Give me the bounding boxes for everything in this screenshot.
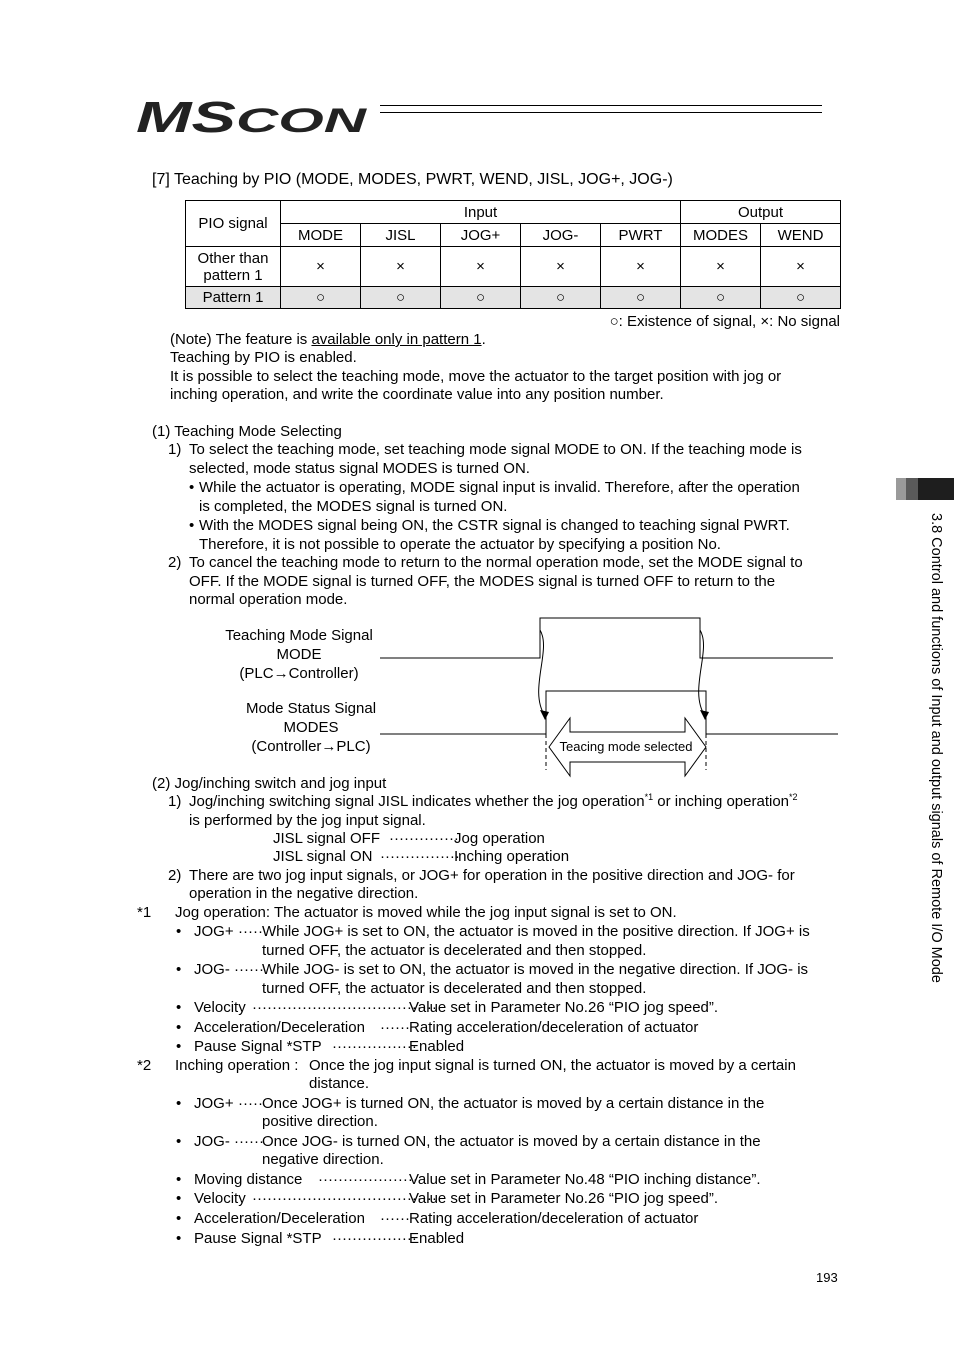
leader-dots: ················· [332,1038,417,1055]
bullet: • [176,923,182,940]
s1-heading: (1) Teaching Mode Selecting [152,423,342,440]
footnote1-text: Jog operation: The actuator is moved while the jog input signal is set to ON. [175,904,677,921]
s1-bullet1-line2: is completed, the MODES signal is turned ON. [199,498,508,515]
fn2-velocity-value: Value set in Parameter No.26 “PIO jog speed”. [409,1190,719,1207]
leader-dots: ······ [234,961,264,978]
fn2-jogminus-label: JOG- [194,1133,230,1150]
table-cell: ○ [361,287,441,309]
table-cell: ○ [681,287,761,309]
s1-item2-line2: OFF. If the MODE signal is turned OFF, the MODES signal is turned OFF to return to the [189,573,776,590]
fn2-velocity-label: Velocity [194,1190,246,1207]
s1-item2-number: 2) [168,554,182,571]
bullet: • [189,479,195,496]
s1-item2-line3: normal operation mode. [189,591,348,608]
s2-item2-number: 2) [168,867,182,884]
table-cell: × [761,247,841,287]
teaching-mode-arrow-label: Teacing mode selected [559,739,693,754]
table-cell: × [601,247,681,287]
note-line-4: inching operation, and write the coordinate value into any position number. [170,386,664,403]
fn1-jogminus-line2: turned OFF, the actuator is decelerated and then stopped. [262,980,647,997]
leader-dots: ······ [380,1019,410,1036]
fn1-pause-value: Enabled [409,1038,465,1055]
table-header-cell: MODE [281,224,361,247]
leader-dots: ······································ [252,1190,442,1207]
row-label: Other than pattern 1 [186,247,281,287]
table-group-output: Output [681,201,841,224]
table-cell: × [521,247,601,287]
table-cell: × [441,247,521,287]
side-tab-text: 3.8 Control and functions of Input and output signals of Remote I/O Mode [928,513,944,983]
side-tab-light [896,478,906,500]
leader-dots: ·············· [389,830,459,847]
side-tab-dark [918,478,954,500]
s2-item1-number: 1) [168,793,182,810]
fn1-accel-value: Rating acceleration/deceleration of actuator [409,1019,699,1036]
fn2-jogplus-label: JOG+ [194,1095,234,1112]
table-cell: ○ [521,287,601,309]
fn1-jogminus-line1: While JOG- is set to ON, the actuator is moved in the negative direction. If JOG- is [262,961,809,978]
s1-item1-line2: selected, mode status signal MODES is turned ON. [189,460,530,477]
modes-signal-label: Mode Status Signal MODES (Controller→PLC) [245,700,377,755]
fn2-pause-label: Pause Signal *STP [194,1230,322,1247]
s1-bullet2-line2: Therefore, it is not possible to operate the actuator by specifying a position No. [199,536,721,553]
arrowhead [540,710,549,720]
jisl-off-label: JISL signal OFF [273,830,380,847]
bullet: • [176,1019,182,1036]
footnote2-line2: distance. [309,1075,370,1092]
row-label: Pattern 1 [186,287,281,309]
fn1-jogplus-label: JOG+ [194,923,234,940]
arrowhead [700,710,709,720]
note-line-1: (Note) The feature is available only in pattern 1. [170,331,486,348]
s2-item2-line1: There are two jog input signals, or JOG+ for operation in the positive direction and JOG- for [189,867,795,884]
bullet: • [176,1038,182,1055]
footnote2-line1: Once the jog input signal is turned ON, the actuator is moved by a certain [309,1057,796,1074]
leader-dots: ······ [234,1133,264,1150]
bullet: • [176,999,182,1016]
s1-item1-number: 1) [168,441,182,458]
fn1-pause-label: Pause Signal *STP [194,1038,322,1055]
footnote2-label: Inching operation : [175,1057,299,1074]
table-header-cell: WEND [761,224,841,247]
table-header-cell: JISL [361,224,441,247]
mode-signal-waveform [380,618,833,658]
table-legend: ○: Existence of signal, ×: No signal [609,313,840,330]
fn1-jogplus-line2: turned OFF, the actuator is decelerated and then stopped. [262,942,647,959]
s2-item1-line2: is performed by the jog input signal. [189,812,426,829]
fn2-distance-value: Value set in Parameter No.48 “PIO inching distance”. [409,1171,761,1188]
table-header-cell: JOG+ [441,224,521,247]
s1-bullet2-line1: With the MODES signal being ON, the CSTR signal is changed to teaching signal PWRT. [199,517,790,534]
table-cell: × [361,247,441,287]
table-cell: ○ [761,287,841,309]
fn1-accel-label: Acceleration/Deceleration [194,1019,365,1036]
fn2-distance-label: Moving distance [194,1171,303,1188]
table-header-cell: JOG- [521,224,601,247]
bullet: • [189,517,195,534]
bullet: • [176,1171,182,1188]
fn2-jogplus-line1: Once JOG+ is turned ON, the actuator is moved by a certain distance in the [262,1095,765,1112]
leader-dots: ················· [332,1230,417,1247]
fn2-accel-value: Rating acceleration/deceleration of actuator [409,1210,699,1227]
s1-item2-line1: To cancel the teaching mode to return to the normal operation mode, set the MODE signal to [189,554,803,571]
table-cell: ○ [281,287,361,309]
jisl-off-value: Jog operation [454,830,545,847]
s1-bullet1-line1: While the actuator is operating, MODE signal input is invalid. Therefore, after the operation [199,479,800,496]
fn2-pause-value: Enabled [409,1230,465,1247]
leader-dots: ···················· [318,1171,418,1188]
leader-dots: ······ [380,1210,410,1227]
fn1-jogplus-line1: While JOG+ is set to ON, the actuator is moved in the positive direction. If JOG+ is [262,923,810,940]
bullet: • [176,1230,182,1247]
fn1-velocity-label: Velocity [194,999,246,1016]
page-number: 193 [816,1270,838,1285]
leader-dots: ······································ [252,999,442,1016]
bullet: • [176,961,182,978]
bullet: • [176,1095,182,1112]
table-header-cell: PWRT [601,224,681,247]
section-title: [7] Teaching by PIO (MODE, MODES, PWRT, WEND, JISL, JOG+, JOG-) [152,171,673,188]
s2-item1-line1: Jog/inching switching signal JISL indicates whether the jog operation$^{*1}$ or inching operation$^{*2}$ [189,792,798,810]
leader-dots: ····· [238,923,263,940]
note-line-3: It is possible to select the teaching mode, move the actuator to the target position with jog or [170,368,782,385]
svg-text:CON: CON [236,102,369,136]
jisl-on-value: Inching operation [454,848,570,865]
svg-text:MS: MS [136,93,236,136]
table-cell: × [681,247,761,287]
s2-heading: (2) Jog/inching switch and jog input [152,775,387,792]
note-line-2: Teaching by PIO is enabled. [170,349,357,366]
bullet: • [176,1190,182,1207]
side-tab-mid [906,478,918,500]
table-cell: ○ [601,287,681,309]
fn1-jogminus-label: JOG- [194,961,230,978]
leader-dots: ················ [380,848,460,865]
modes-signal-waveform [380,691,838,734]
table-corner-cell: PIO signal [186,201,281,247]
leader-dots: ····· [238,1095,263,1112]
bullet: • [176,1133,182,1150]
footnote2-mark: *2 [137,1057,152,1074]
table-cell: × [281,247,361,287]
fn1-velocity-value: Value set in Parameter No.26 “PIO jog speed”. [409,999,719,1016]
s1-item1-line1: To select the teaching mode, set teaching mode signal MODE to ON. If the teaching mode is [189,441,802,458]
fn2-jogplus-line2: positive direction. [262,1113,378,1130]
bullet: • [176,1210,182,1227]
fn2-jogminus-line1: Once JOG- is turned ON, the actuator is moved by a certain distance in the [262,1133,761,1150]
s2-item2-line2: operation in the negative direction. [189,885,419,902]
table-group-input: Input [281,201,681,224]
table-cell: ○ [441,287,521,309]
footnote1-mark: *1 [137,904,152,921]
mode-signal-label: Teaching Mode Signal MODE (PLC→Controller) [225,627,373,682]
table-header-cell: MODES [681,224,761,247]
jisl-on-label: JISL signal ON [273,848,373,865]
fn2-accel-label: Acceleration/Deceleration [194,1210,365,1227]
fn2-jogminus-line2: negative direction. [262,1151,384,1168]
